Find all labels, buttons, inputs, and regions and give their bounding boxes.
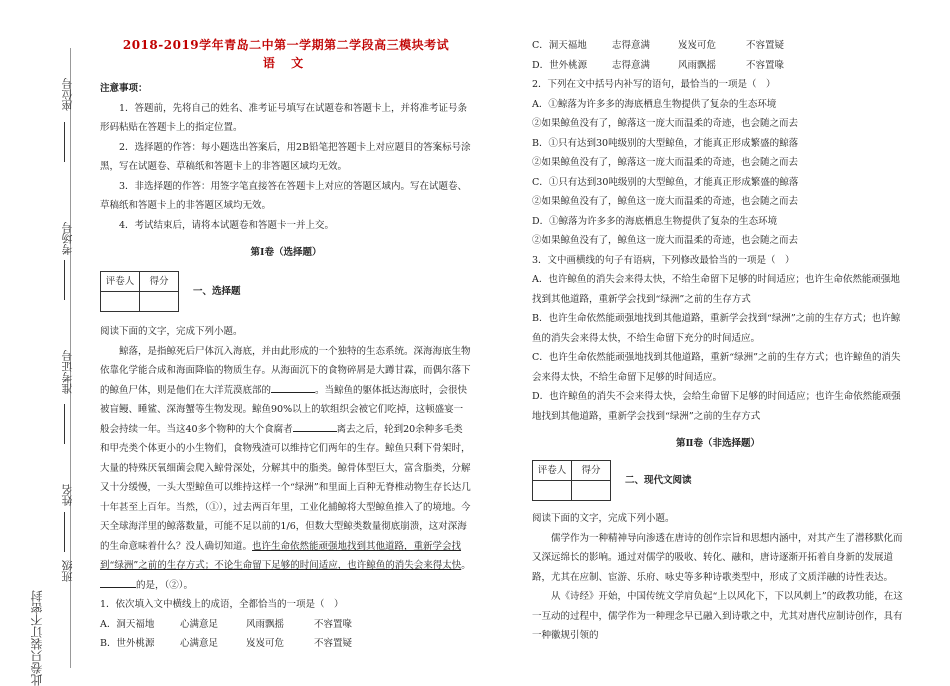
passage-intro: 阅读下面的文字，完成下列小题。 (100, 326, 243, 337)
right-column (532, 36, 904, 646)
underlined-sentence: 也许生命依然能顽强地找到其他道路，重新学会找到“绿洲”之前的生存方式；不论生命留下足够的时间适应，也许鲸鱼的消失会来得太快 (100, 540, 462, 571)
score-label-2: 得分 (572, 460, 611, 481)
notice-item-1: 1．答题前，先将自己的姓名、准考证号填写在试题卷和答题卡上，并将准考证号条形码粘贴在答题卡上的指定位置。 (100, 102, 468, 133)
q2-line-1: A．①鲸落为许多多的海底栖息生物提供了复杂的生态环境 (532, 98, 777, 110)
part2-paragraph-2: 从《诗经》开始，中国传统文学肩负起“上以风化下，下以风刺上”的政教功能，在这一互动的过程中，儒学作为一种理念早已融入到诗歌之中，尤其对唐代应制诗创作，具有一种徽规引领的 (532, 591, 903, 641)
q2-line-7: D．①鲸落为许多多的海底栖息生物提供了复杂的生态环境 (532, 215, 778, 227)
section-choice-title: 一、选择题 (193, 285, 241, 297)
q1-option-d: D．世外桃源 志得意满 风雨飘摇 不容置喙 (532, 59, 785, 71)
q1-stem: 1．依次填入文中横线上的成语，全都恰当的一项是（ ） (100, 599, 344, 610)
grader-label-2: 评卷人 (533, 460, 572, 481)
blank-3 (100, 577, 136, 588)
notice-item-2: 2．选择题的作答：每小题选出答案后，用2B铅笔把答题卡上对应题目的答案标号涂黑，写在试题卷、草稿纸和答题卡上的非答题区域均无效。 (100, 141, 471, 172)
blank-2 (293, 421, 337, 432)
q1-option-b: B．世外桃源 心满意足 岌岌可危 不容置疑 (100, 638, 353, 649)
score-table (100, 271, 179, 313)
exam-title: 2018-2019学年青岛二中第一学期第二学段高三模块考试 (122, 38, 450, 52)
seat-number-line (64, 122, 65, 162)
q3-stem: 3．文中画横线的句子有语病，下列修改最恰当的一项是（ ） (532, 254, 795, 266)
q1-option-a: A．洞天福地 心满意足 风雨飘摇 不容置喙 (100, 618, 353, 630)
part2-intro: 阅读下面的文字，完成下列小题。 (532, 513, 675, 524)
passage-body: 鲸落，是指鲸死后尸体沉入海底，并由此形成的一个独特的生态系统。深海海底生物依靠化学能合成和海面降临的物质生存。从海面沉下的食物碎屑是大蹲甘霖，而偶尔落下的鲸鱼尸体，则是他们在大洋荒漠底部的 。当鲸鱼的躯体抵达海底时，会很快被盲鳗、睡鲨、深海蟹等生物发现。鲸鱼90%以上的软组织会被它们吃掉，这顿盛宴一般会持续一年。当这40多个物种的大个食腐者 离去之后，轮到20余种多毛类和甲壳类个体更小的小生物们，食物残渣可以维持它们两年的生存。鲸鱼只剩下骨架时，大量的特殊厌氧细菌会爬入鲸骨深处，分解其中的脂类。鲸骨体型巨大，富含脂类，分解又十分缓慢，一头大型鲸鱼可以维持这样一个“绿洲”和里面上百种无脊椎动物生存长达几十年甚至上百年。当然，（①），过去两百年里，工业化捕鲸将大型鲸鱼推入了的境地。今天全球海洋里的鲸落数量，可能不足以前的1/6，但数大型鲸类数量彻底崩溃，这对深海的生命意味着什么？没人确切知道。也许生命依然能顽强地找到其他道路，重新学会找到“绿洲”之前的生存方式；不论生命留下足够的时间适应，也许鲸鱼的消失会来得太快。的是，（②）。 (100, 345, 471, 591)
q2-line-8: ②如果鲸鱼没有了，鲸鱼这一庞大而温柔的奇迹，也会随之而去 (532, 235, 799, 246)
score-cell-2 (572, 481, 611, 501)
notice-heading: 注意事项： (100, 83, 148, 94)
grader-cell-2 (533, 481, 572, 501)
exam-room-line (64, 260, 65, 300)
q2-line-3: B．①只有达到30吨级别的大型鲸鱼，才能真正形成繁盛的鲸落 (532, 137, 799, 149)
score-cell (140, 292, 179, 312)
binding-warning: 此卷只装订不密封 (30, 590, 44, 686)
score-table-2 (532, 460, 611, 502)
seat-number-label: 座位号 (61, 78, 74, 111)
score-label: 得分 (140, 271, 179, 292)
part2-score-block (532, 460, 904, 502)
grader-cell (101, 292, 140, 312)
section-reading-title: 二、现代文阅读 (625, 474, 692, 486)
part1-score-block (100, 271, 472, 313)
q3-option-c: C．也许生命依然能顽强地找到其他道路，重新“绿洲”之前的生存方式；也许鲸鱼的消失会来得太快，不给生命留下足够的时间适应。 (532, 352, 901, 383)
ticket-number-line (64, 404, 65, 444)
grader-label: 评卷人 (101, 271, 140, 292)
q3-option-b: B．也许生命依然能顽强地找到其他道路，重新学会找到“绿洲”之前的生存方式；也许鲸鱼的消失会来得太快，不给生命留下充分的时间适应。 (532, 313, 901, 344)
q2-line-5: C．①只有达到30吨级别的大型鲸鱼，才能真正形成繁盛的鲸落 (532, 176, 799, 188)
q2-stem: 2．下列在文中括号内补写的语句，最恰当的一项是（ ） (532, 79, 776, 90)
name-line (64, 512, 65, 552)
subject-title: 语 文 (262, 55, 310, 70)
q1-option-c: C．洞天福地 志得意满 岌岌可危 不容置疑 (532, 40, 785, 51)
part1-heading: 第Ⅰ卷（选择题） (250, 247, 322, 258)
exam-room-label: 考场号 (61, 222, 74, 255)
q3-option-d: D．也许鲸鱼的消失不会来得太快，会给生命留下足够的时间适应；也许生命依然能顽强地找到其他道路，重新学会找到“绿洲”之前的生存方式 (532, 391, 901, 422)
notice-item-3: 3．非选择题的作答：用签字笔直接答在答题卡上对应的答题区域内。写在试题卷、草稿纸和答题卡上的非答题区域均无效。 (100, 180, 468, 211)
notice-item-4: 4．考试结束后，请将本试题卷和答题卡一并上交。 (119, 219, 335, 231)
q2-line-2: ②如果鲸鱼没有了，鲸落这一庞大而温柔的奇迹，也会随之而去 (532, 118, 799, 129)
name-label: 姓名 (61, 484, 74, 506)
part2-heading: 第Ⅱ卷（非选择题） (675, 438, 760, 449)
q2-line-4: ②如果鲸鱼没有了，鲸落这一庞大而温柔的奇迹，也会随之而去 (532, 157, 799, 168)
q3-option-a: A．也许鲸鱼的消失会来得太快，不给生命留下足够的时间适应；也许生命依然能顽强地找到其他道路，重新学会找到“绿洲”之前的生存方式 (532, 274, 900, 305)
part2-paragraph-1: 儒学作为一种精神导向渗透在唐诗的创作宗旨和思想内涵中，对其产生了潜移默化而又深远绵长的影响。通过对儒学的吸收、转化、融和，唐诗逐渐开拓着自身新的发展道路，尤其在应制、宦游、乐府、咏史等多种诗歌类型中，形成了文质洋融的诗性表达。 (532, 532, 903, 583)
ticket-number-label: 准考证号 (61, 350, 74, 394)
class-label: 班级 (61, 560, 74, 582)
left-column (100, 36, 472, 654)
q2-line-6: ②如果鲸鱼没有了，鲸鱼这一庞大而温柔的奇迹，也会随之而去 (532, 196, 799, 207)
blank-1 (271, 382, 315, 393)
